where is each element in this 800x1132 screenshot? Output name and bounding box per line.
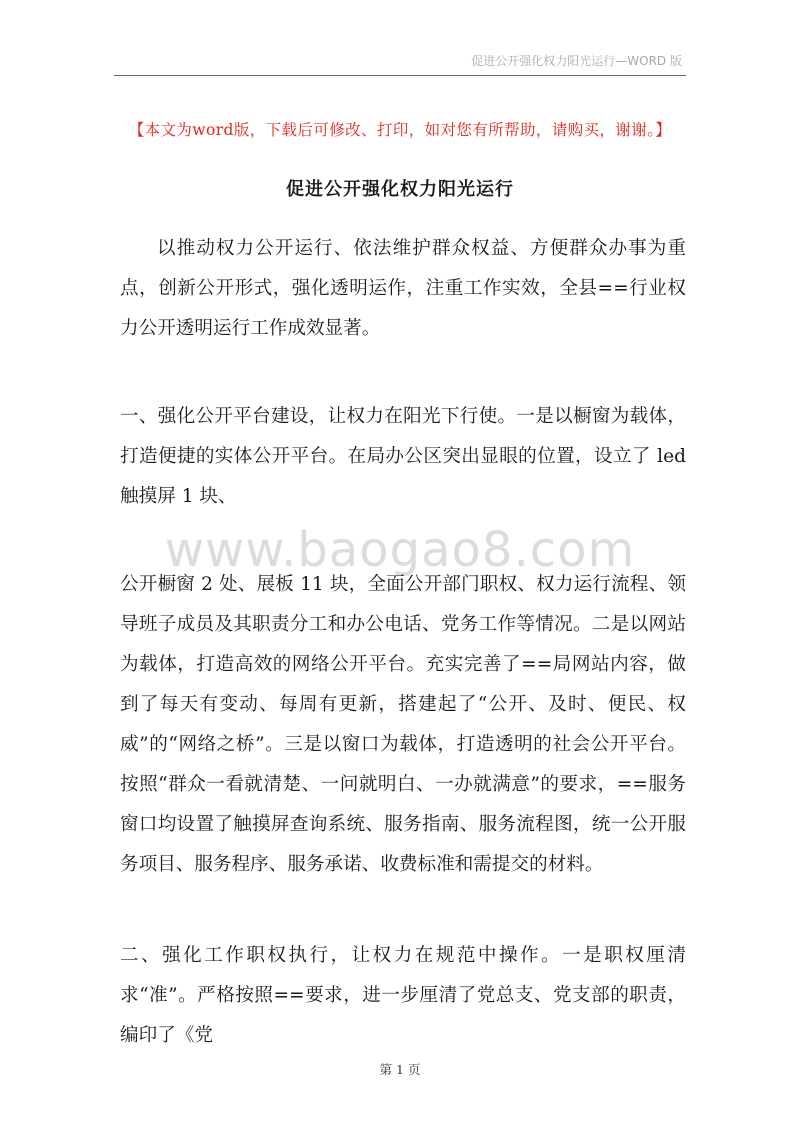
header-divider: [114, 75, 686, 76]
page-number: 第 1 页: [379, 1062, 421, 1077]
paragraph-section-1-continued: 公开橱窗 2 处、展板 11 块，全面公开部门职权、权力运行流程、领导班子成员及其职责分工和办公电话、党务工作等情况。二是以网站为载体，打造高效的网络公开平台。充实完善了==局网站内容，做到了每天有变动、每周有更新，搭建起了“公开、及时、便民、权威”的“网络之桥”。三是以窗口为载体，打造透明的社会公开平台。按照“群众一看就清楚、一问就明白、一办就满意”的要求，==服务窗口均设置了触摸屏查询系统、服务指南、服务流程图，统一公开服务项目、服务程序、服务承诺、收费标准和需提交的材料。: [120, 574, 686, 875]
paragraph-intro: 以推动权力公开运行、依法维护群众权益、方便群众办事为重点，创新公开形式，强化透明运作，注重工作实效，全县==行业权力公开透明运行工作成效显著。: [120, 238, 686, 339]
paragraph-section-1: 一、强化公开平台建设，让权力在阳光下行使。一是以橱窗为载体，打造便捷的实体公开平台。在局办公区突出显眼的位置，设立了 led 触摸屏 1 块、: [120, 406, 686, 507]
paragraph-section-2: 二、强化工作职权执行，让权力在规范中操作。一是职权厘清求“准”。严格按照==要求，进一步厘清了党总支、党支部的职责，编印了《党: [120, 945, 686, 1046]
watermark-text: www.baogao8.com: [164, 522, 636, 578]
purchase-notice: 【本文为word版，下载后可修改、打印，如对您有所帮助，请购买，谢谢。】: [128, 121, 672, 139]
document-title: 促进公开强化权力阳光运行: [286, 179, 514, 200]
running-header: 促进公开强化权力阳光运行—WORD 版: [471, 54, 682, 68]
